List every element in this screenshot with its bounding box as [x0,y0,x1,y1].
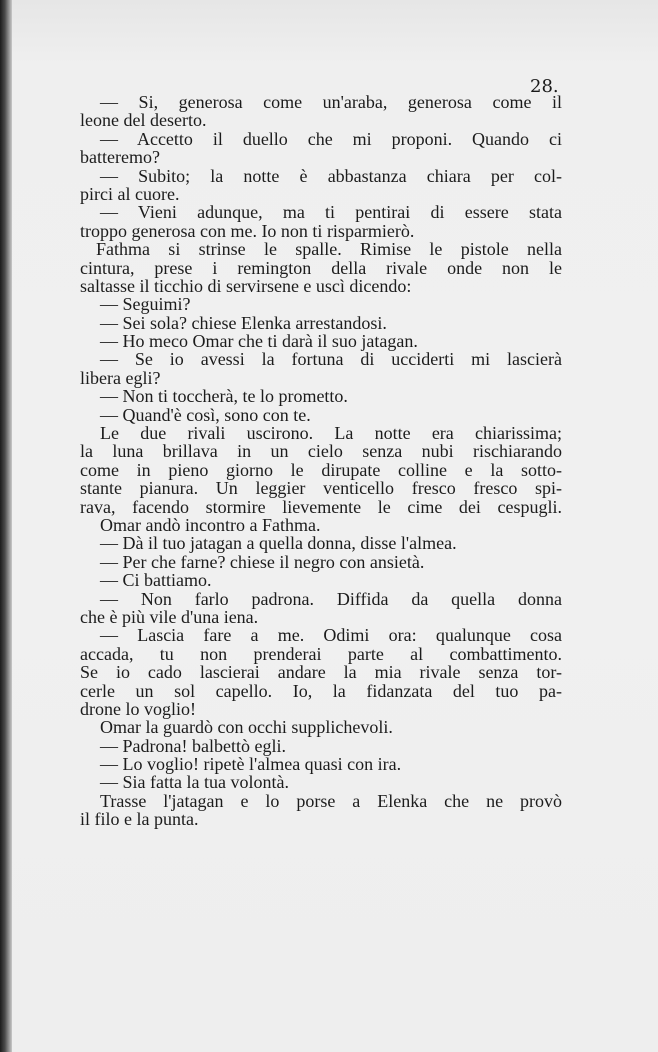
text-line: stante pianura. Un leggier venticello fresco fresco spi- [80,478,562,499]
text-line: — Seguimi? [100,294,191,315]
text-line: batteremo? [80,147,160,168]
text-line: — Vieni adunque, ma ti pentirai di essere stata [100,202,562,223]
text-line: drone lo voglio! [80,698,196,719]
text-line: Fathma si strinse le spalle. Rimise le pistole nella [96,239,562,260]
text-line: — Sia fatta la tua volontà. [100,772,289,793]
text-line: — Ci battiamo. [100,570,212,591]
text-line: Omar andò incontro a Fathma. [100,514,321,535]
text-line: cintura, prese i remington della rivale onde non le [80,257,562,278]
text-line: — Non ti toccherà, te lo prometto. [100,386,348,407]
text-line: — Dà il tuo jatagan a quella donna, disse l'almea. [100,533,457,554]
text-line: — Quand'è così, sono con te. [100,404,311,425]
text-line: pirci al cuore. [80,183,180,204]
text-line: rava, facendo stormire lievemente le cime dei cespugli. [80,496,562,517]
text-line: — Lo voglio! ripetè l'almea quasi con ira. [100,754,402,775]
text-line: — Padrona! balbettò egli. [100,735,286,756]
text-line: Le due rivali uscirono. La notte era chiarissima; [100,423,562,444]
text-line: — Sei sola? chiese Elenka arrestandosi. [100,312,387,333]
text-line: — Per che farne? chiese il negro con ansietà. [100,551,425,572]
text-line: la luna brillava in un cielo senza nubi rischiarando [80,441,562,462]
text-line: come in pieno giorno le dirupate colline e la sotto- [80,459,562,480]
text-line: Omar la guardò con occhi supplichevoli. [100,717,393,738]
body-text [80,93,562,829]
text-line: accada, tu non prenderai parte al combattimento. [80,643,562,664]
page-number: 28. [530,76,559,97]
text-line: — Subito; la notte è abbastanza chiara per col- [100,165,562,186]
book-spine-shadow [0,0,12,1052]
text-line: libera egli? [80,367,161,388]
text-line: — Ho meco Omar che ti darà il suo jatagan. [100,331,418,352]
text-line: — Non farlo padrona. Diffida da quella donna [100,588,562,609]
text-line: Se io cado lascierai andare la mia rivale senza tor- [80,662,562,683]
text-line: troppo generosa con me. Io non ti risparmierò. [80,220,415,241]
text-line: saltasse il ticchio di servirsene e uscì dicendo: [80,275,412,296]
text-line: cerle un sol capello. Io, la fidanzata del tuo pa- [80,680,562,701]
text-line: che è più vile d'una iena. [80,606,259,627]
text-line: Trasse l'jatagan e lo porse a Elenka che ne provò [100,790,562,811]
text-line: — Lascia fare a me. Odimi ora: qualunque cosa [100,625,562,646]
text-line: — Se io avessi la fortuna di ucciderti mi lascierà [100,349,562,370]
text-line: — Accetto il duello che mi proponi. Quando ci [100,128,562,149]
text-line: leone del deserto. [80,110,207,131]
text-line: il filo e la punta. [80,809,199,830]
text-line: — Si, generosa come un'araba, generosa come il [100,92,562,112]
